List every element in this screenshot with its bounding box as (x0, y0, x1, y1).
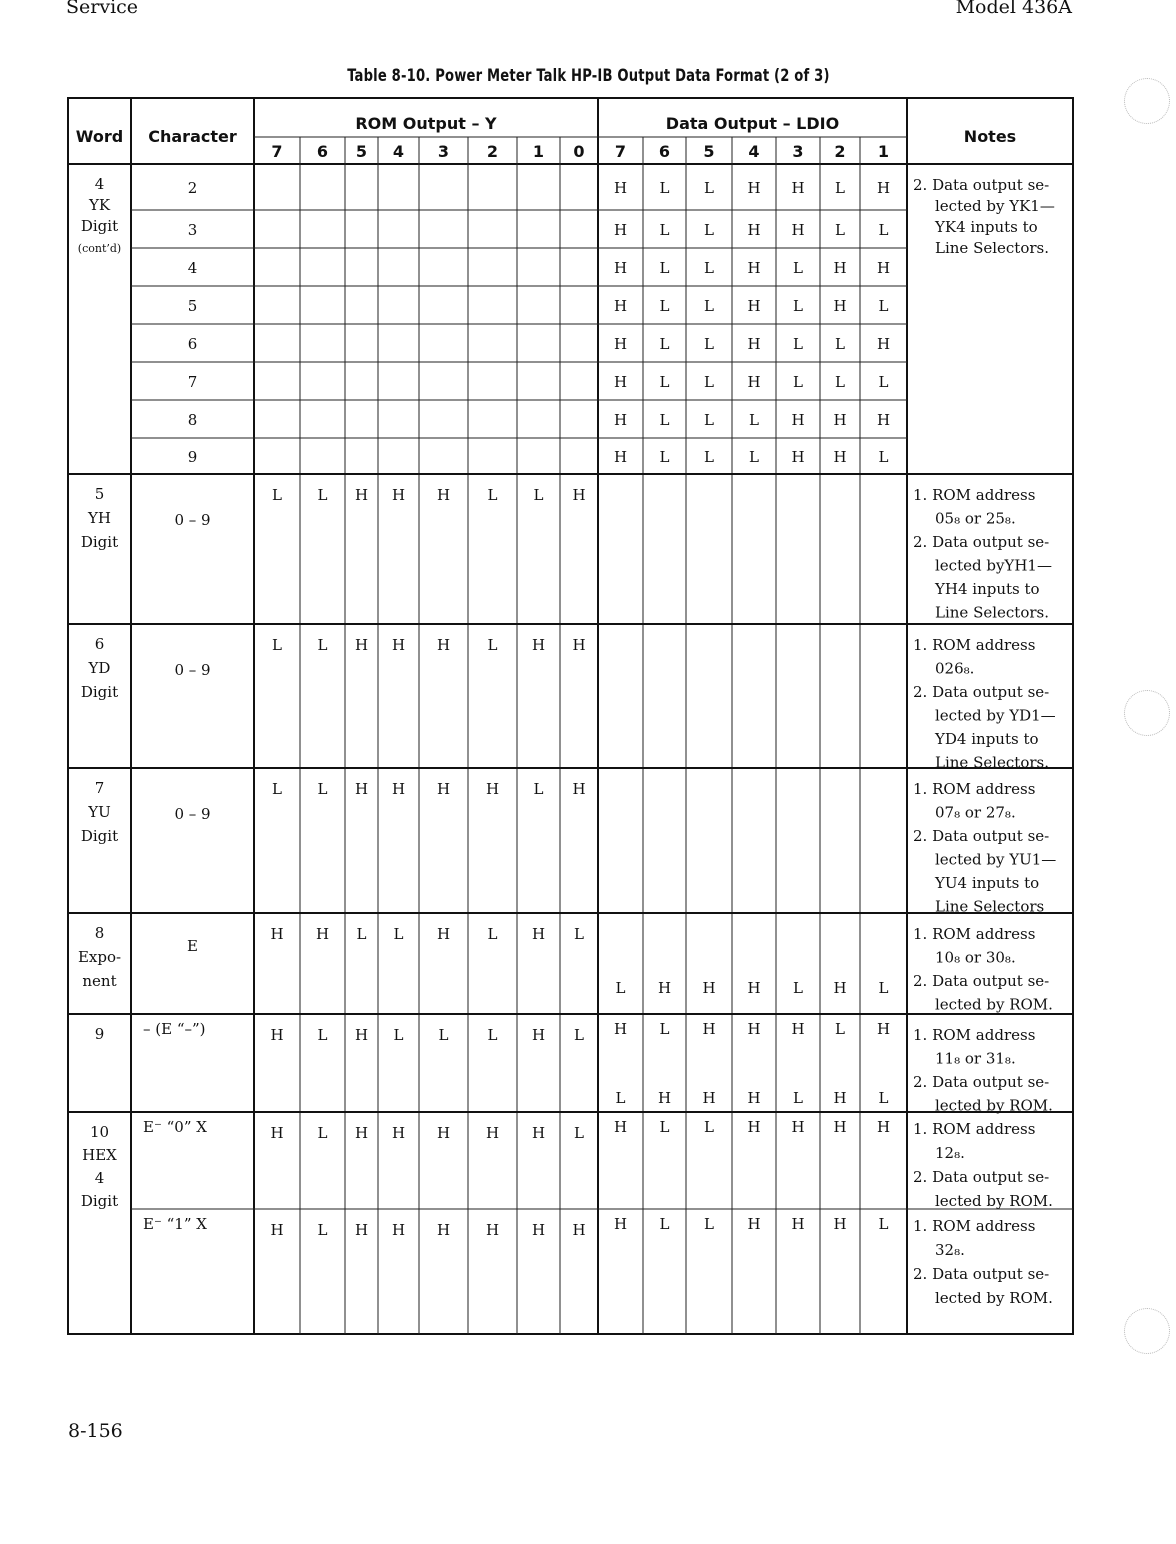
note-line: 2. Data output se- (913, 1168, 1050, 1186)
note-line: 12₈. (935, 1144, 965, 1162)
data-bit-value: L (878, 1215, 889, 1233)
rom-bit-value: L (438, 1026, 449, 1044)
note-line: Line Selectors (935, 897, 1045, 916)
rom-bit-value: H (354, 1124, 369, 1142)
note-line: 2. Data output se- (913, 1073, 1050, 1091)
data-bit-value: L (704, 221, 714, 239)
data-bit-value: L (704, 1215, 714, 1233)
word-label: 8 (94, 924, 105, 942)
data-bit-value: L (659, 335, 670, 353)
data-bit-value: H (613, 297, 628, 315)
note-line: Line Selectors. (935, 239, 1049, 257)
rom-bit-value: L (487, 636, 498, 654)
data-bit-value: H (833, 979, 847, 997)
rom-bit-value: L (574, 1124, 584, 1142)
note-line: YH4 inputs to (935, 580, 1040, 598)
rom-bit-value: L (574, 925, 584, 943)
note-line: 1. ROM address (913, 636, 1036, 654)
rom-bit-value: H (531, 1026, 546, 1044)
rom-bit-header: 5 (355, 142, 368, 161)
data-bit-value: H (747, 1020, 761, 1038)
word-label: nent (82, 972, 117, 990)
running-header-left: Service (66, 0, 139, 18)
page-number: 8-156 (68, 1420, 123, 1442)
data-bit-value: L (749, 411, 759, 429)
data-bit-value-second: L (615, 1089, 626, 1107)
data-bit-value: L (659, 221, 670, 239)
character-value: 5 (187, 297, 198, 315)
data-bit-value-second: H (657, 1089, 672, 1107)
rom-bit-value: H (391, 780, 406, 798)
data-bit-value: L (659, 1118, 670, 1136)
word-header: Word (75, 127, 124, 146)
data-bit-value: L (659, 179, 670, 197)
data-bit-value: H (613, 335, 628, 353)
data-bit-value: H (613, 1020, 628, 1038)
word-label: Digit (80, 217, 119, 235)
data-bit-value: H (833, 297, 847, 315)
data-bit-value: L (659, 411, 670, 429)
word-label: Expo- (77, 948, 122, 966)
note-line: 2. Data output se- (913, 972, 1050, 990)
data-bit-value: H (613, 411, 628, 429)
word-label: Digit (80, 533, 119, 551)
data-bit-value: L (704, 259, 714, 277)
rom-bit-header: 4 (392, 142, 405, 161)
rom-bit-value: H (391, 1221, 406, 1239)
table-frame (68, 98, 1073, 1334)
rom-bit-value: H (436, 780, 451, 798)
data-bit-header: 6 (658, 142, 671, 161)
data-bit-value: H (833, 1118, 847, 1136)
rom-bit-value: H (436, 1221, 451, 1239)
note-line: 1. ROM address (913, 1026, 1036, 1044)
data-bit-value: L (878, 448, 889, 466)
note-line: YD4 inputs to (935, 730, 1039, 748)
data-bit-value: H (613, 1215, 628, 1233)
data-bit-value: H (876, 411, 891, 429)
data-bit-value: H (702, 1020, 716, 1038)
data-bit-value: H (876, 335, 891, 353)
rom-bit-value: H (436, 636, 451, 654)
rom-bit-value: H (270, 1124, 284, 1142)
character-value: 0 – 9 (174, 661, 211, 679)
rom-bit-value: H (485, 1221, 500, 1239)
note-line: YK4 inputs to (935, 218, 1038, 236)
data-bit-value-second: H (833, 1089, 847, 1107)
data-bit-value-second: H (747, 1089, 761, 1107)
rom-bit-value: L (487, 925, 498, 943)
data-bit-value: L (878, 221, 889, 239)
data-bit-value: H (833, 448, 847, 466)
word-label: 4 (94, 1169, 105, 1187)
data-bit-value: L (704, 179, 714, 197)
data-bit-value: H (613, 221, 628, 239)
data-bit-value: H (747, 335, 761, 353)
word-label: YU (88, 803, 111, 821)
word-label: Digit (80, 1192, 119, 1210)
data-bit-value: H (613, 448, 628, 466)
word-label: 6 (94, 635, 105, 653)
data-bit-value: H (747, 179, 761, 197)
rom-bit-value: L (533, 486, 544, 504)
rom-bit-value: L (317, 486, 328, 504)
table-title-text: Table 8-10. Power Meter Talk HP-IB Output Data Format (2 of 3) (346, 66, 830, 86)
rom-bit-value: L (272, 486, 282, 504)
data-bit-value: H (747, 979, 761, 997)
data-bit-value: H (613, 179, 628, 197)
note-line: 1. ROM address (913, 1217, 1036, 1235)
data-bit-value: H (747, 1215, 761, 1233)
rom-bit-value: H (485, 1124, 500, 1142)
note-line: lected byYH1— (935, 556, 1052, 575)
rom-bit-value: L (574, 1026, 584, 1044)
rom-bit-value: H (315, 925, 330, 943)
data-bit-value: L (659, 259, 670, 277)
note-line: 2. Data output se- (913, 827, 1050, 845)
data-bit-value: H (876, 259, 891, 277)
data-bit-value: L (659, 1020, 670, 1038)
data-bit-value: H (791, 448, 805, 466)
data-bit-header: 5 (703, 142, 715, 161)
rom-bit-header: 0 (573, 142, 585, 161)
data-bit-value: H (613, 1118, 628, 1136)
data-bit-value: L (659, 1215, 670, 1233)
note-line: Line Selectors. (935, 753, 1049, 772)
character-value: 6 (187, 335, 198, 353)
note-line: 1. ROM address (913, 486, 1036, 504)
data-bit-value: L (704, 297, 714, 315)
data-bit-value: H (876, 179, 891, 197)
data-bit-value: L (704, 448, 714, 466)
rom-bit-value: L (317, 780, 328, 798)
note-line: lected by YU1— (935, 850, 1057, 869)
data-bit-value-second: L (793, 1089, 803, 1107)
word-label: YK (88, 196, 111, 214)
note-line: lected by ROM. (935, 1096, 1053, 1115)
word-label: 9 (94, 1025, 105, 1043)
character-value: 2 (187, 179, 198, 197)
note-line: 32₈. (935, 1241, 965, 1259)
rom-bit-value: L (533, 780, 544, 798)
rom-bit-value: L (393, 1026, 404, 1044)
rom-bit-value: H (531, 925, 546, 943)
character-header: Character (148, 127, 237, 146)
data-bit-value: H (613, 259, 628, 277)
data-bit-value: L (704, 1118, 714, 1136)
data-bit-value: L (704, 335, 714, 353)
note-line: lected by ROM. (935, 1289, 1053, 1307)
rom-bit-value: H (531, 1221, 546, 1239)
rom-bit-value: H (572, 636, 586, 654)
data-bit-value: H (833, 259, 847, 277)
note-line: 1. ROM address (913, 925, 1036, 943)
rom-bit-value: H (436, 486, 451, 504)
rom-bit-value: H (531, 1124, 546, 1142)
word-label: Digit (80, 827, 119, 845)
note-line: lected by YD1— (935, 706, 1056, 725)
rom-bit-value: L (317, 1221, 328, 1239)
note-line: 026₈. (935, 659, 975, 678)
data-bit-value: L (659, 297, 670, 315)
word-label: 4 (94, 175, 105, 193)
data-bit-value: H (613, 373, 628, 391)
rom-bit-value: L (272, 780, 282, 798)
data-bit-value: L (793, 979, 803, 997)
rom-bit-value: L (487, 1026, 498, 1044)
data-bit-value: H (876, 1020, 891, 1038)
rom-bit-value: H (572, 486, 586, 504)
data-bit-value: H (702, 979, 716, 997)
data-bit-header: 1 (877, 142, 890, 161)
data-bit-value-second: L (878, 1089, 889, 1107)
note-line: 2. Data output se- (913, 683, 1050, 701)
character-value: 0 – 9 (174, 805, 211, 823)
word-label: 5 (94, 485, 105, 503)
note-line: Line Selectors. (935, 603, 1049, 622)
rom-bit-header: 3 (437, 142, 450, 161)
rom-bit-value: H (354, 1221, 369, 1239)
word-label: YH (88, 509, 111, 527)
note-line: lected by ROM. (935, 1192, 1053, 1210)
data-bit-value: H (791, 1215, 805, 1233)
data-bit-value: H (791, 411, 805, 429)
rom-bit-value: L (317, 1026, 328, 1044)
character-value: – (E “–”) (143, 1020, 206, 1038)
binder-hole-bottom (1124, 1308, 1170, 1354)
note-line: 05₈ or 25₈. (935, 509, 1016, 528)
rom-bit-value: L (393, 925, 404, 943)
word-label: HEX (82, 1146, 117, 1164)
running-header-right: Model 436A (955, 0, 1072, 18)
notes-header: Notes (963, 127, 1017, 146)
character-value: E (187, 937, 198, 955)
note-line: 1. ROM address (913, 780, 1036, 798)
note-line: 1. ROM address (913, 1120, 1036, 1138)
data-bit-header: 2 (834, 142, 846, 161)
data-bit-value: L (835, 1020, 845, 1038)
rom-bit-value: H (436, 1124, 451, 1142)
rom-bit-value: L (317, 1124, 328, 1142)
character-value: 4 (187, 259, 198, 277)
word-label: 10 (89, 1123, 110, 1141)
data-bit-header: 4 (748, 142, 760, 161)
binder-hole-middle (1124, 690, 1170, 736)
note-line: 10₈ or 30₈. (935, 948, 1016, 967)
word-label: Digit (80, 683, 119, 701)
data-bit-value: L (793, 373, 803, 391)
rom-bit-value: H (391, 1124, 406, 1142)
data-bit-value: L (749, 448, 759, 466)
rom-bit-value: H (531, 636, 546, 654)
character-value: E⁻ “1” X (143, 1215, 207, 1233)
data-bit-value: L (835, 179, 845, 197)
rom-bit-value: H (391, 636, 406, 654)
rom-bit-value: H (354, 780, 369, 798)
rom-bit-value: H (270, 1026, 284, 1044)
rom-bit-value: H (354, 1026, 369, 1044)
word-label: (cont’d) (77, 242, 122, 255)
note-line: 07₈ or 27₈. (935, 803, 1016, 822)
rom-bit-value: H (436, 925, 451, 943)
data-bit-value: H (747, 259, 761, 277)
data-bit-value: L (659, 373, 670, 391)
character-value: 9 (187, 448, 198, 466)
data-bit-value: L (878, 979, 889, 997)
rom-bit-value: H (354, 486, 369, 504)
character-value: E⁻ “0” X (143, 1118, 207, 1136)
data-bit-value: H (747, 221, 761, 239)
character-value: 0 – 9 (174, 511, 211, 529)
data-bit-value: H (791, 1118, 805, 1136)
rom-bit-value: L (317, 636, 328, 654)
rom-bit-header: 2 (486, 142, 499, 161)
word-label: 7 (94, 779, 105, 797)
rom-output-header: ROM Output – Y (355, 114, 497, 133)
note-line: lected by YK1— (935, 197, 1055, 215)
data-bit-value: L (835, 373, 845, 391)
data-bit-value-second: H (702, 1089, 716, 1107)
data-bit-value: L (704, 373, 714, 391)
data-bit-value: L (704, 411, 714, 429)
rom-bit-header: 1 (532, 142, 545, 161)
character-value: 7 (187, 373, 198, 391)
data-bit-header: 7 (614, 142, 627, 161)
data-bit-value: H (747, 297, 761, 315)
character-value: 3 (187, 221, 198, 239)
data-bit-value: H (791, 221, 805, 239)
rom-bit-value: H (572, 780, 586, 798)
data-bit-value: H (657, 979, 672, 997)
data-bit-value: H (791, 1020, 805, 1038)
data-bit-value: H (791, 179, 805, 197)
rom-bit-header: 6 (316, 142, 329, 161)
rom-bit-value: L (356, 925, 367, 943)
rom-bit-header: 7 (271, 142, 283, 161)
data-bit-value: L (793, 259, 803, 277)
note-line: lected by ROM. (935, 995, 1053, 1014)
data-bit-value: L (878, 297, 889, 315)
note-line: YU4 inputs to (935, 874, 1040, 892)
data-bit-value: L (793, 335, 803, 353)
data-bit-value: H (876, 1118, 891, 1136)
data-bit-value: L (793, 297, 803, 315)
rom-bit-value: H (354, 636, 369, 654)
data-bit-value: H (833, 411, 847, 429)
data-bit-value: H (833, 1215, 847, 1233)
data-bit-value: L (615, 979, 626, 997)
rom-bit-value: H (391, 486, 406, 504)
rom-bit-value: H (270, 1221, 284, 1239)
character-value: 8 (187, 411, 198, 429)
rom-bit-value: H (485, 780, 500, 798)
data-bit-value: H (747, 1118, 761, 1136)
rom-bit-value: H (270, 925, 284, 943)
note-line: 2. Data output se- (913, 533, 1050, 551)
data-bit-header: 3 (792, 142, 804, 161)
data-bit-value: L (835, 335, 845, 353)
data-bit-value: H (747, 373, 761, 391)
rom-bit-value: L (272, 636, 282, 654)
data-bit-value: L (835, 221, 845, 239)
data-bit-value: L (878, 373, 889, 391)
data-bit-value: L (659, 448, 670, 466)
note-line: 2. Data output se- (913, 1265, 1050, 1283)
rom-bit-value: L (487, 486, 498, 504)
note-line: 2. Data output se- (913, 176, 1050, 194)
data-output-header: Data Output – LDIO (665, 114, 840, 133)
word-label: YD (88, 659, 111, 677)
binder-hole-top (1124, 78, 1170, 124)
note-line: 11₈ or 31₈. (935, 1049, 1016, 1068)
rom-bit-value: H (572, 1221, 586, 1239)
